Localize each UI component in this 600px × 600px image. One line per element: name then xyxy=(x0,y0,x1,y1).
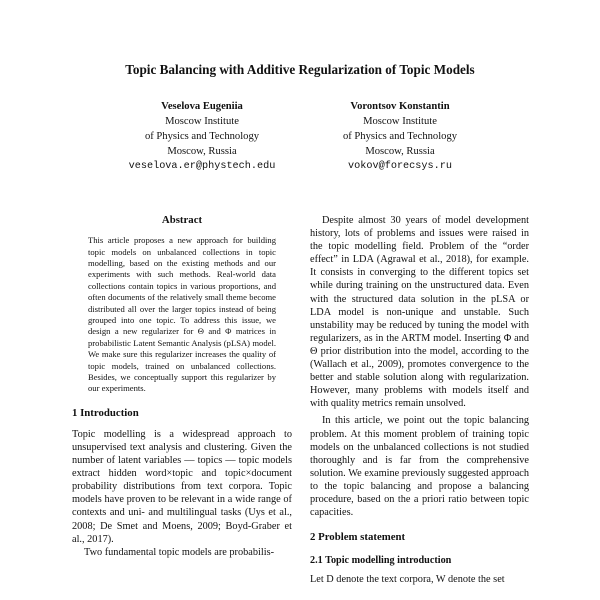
author-email: vokov@forecsys.ru xyxy=(348,161,452,172)
body-paragraph: Let D denote the text corpora, W denote the set xyxy=(310,574,505,586)
body-paragraph: In this article, we point out the topic balancing problem. At this moment problem of training topic models on the unbalanced collections is not studied thoroughly and is far from the comprehensive solution. We examine previously suggested approach to the topic balancing and propose a balancing procedure, based on the a priori ratio between topic capacities. xyxy=(310,415,529,519)
section-heading-introduction: 1 Introduction xyxy=(72,406,139,419)
subsection-heading: 2.1 Topic modelling introduction xyxy=(310,555,452,567)
body-paragraph: Despite almost 30 years of model development history, lots of problems and issues were raised in the topic modelling field. Problem of the “order effect” in LDA (Agrawal et al., 2018), for example. It consists in converging to the different topics set while during training on the unstructured data. Even with the structured data solution in the pLSA or LDA model is non-unique and unstable. Such unstability may be reduced by tuning the model with regularizers, as in the ARTM model. Inserting Φ and Θ prior distribution into the model, according to the (Wallach et al., 2009), promotes convergence to the better and stable solution along with regularization. However, many problems with models itself and with quality metrics remain unsolved. xyxy=(310,215,529,410)
section-heading-problem-statement: 2 Problem statement xyxy=(310,531,406,544)
author-name: Veselova Eugeniia xyxy=(161,101,243,112)
author-institution: Moscow Institute xyxy=(363,116,437,127)
author-institution: of Physics and Technology xyxy=(144,131,260,142)
author-email: veselova.er@phystech.edu xyxy=(128,161,276,172)
author-institution: Moscow Institute xyxy=(165,116,239,127)
intro-paragraph: Two fundamental topic models are probabilis- xyxy=(84,546,275,558)
author-institution: of Physics and Technology xyxy=(342,131,458,142)
intro-paragraph: Topic modelling is a widespread approach to unsupervised text analysis and clustering. Given the number of latent variables — topics — topic models extract hidden word×topic and topic×document probability distributions from text corpora. Topic models have proven to be relevant in a wide range of contexts and uni- and multilingual tasks (Uys et al., 2008; De Smet and Moens, 2009; Boyd-Graber et al., 2017). xyxy=(72,428,292,545)
abstract-text: This article proposes a new approach for building topic models on unbalanced collections in topic modelling, based on the existing methods and our experiments with such methods. Real-world data collections contain topics in various proportions, and often documents of the relatively small theme become distributed all over the larger topics instead of being grouped into one topic. To address this issue, we design a new regularizer for Θ and Φ matrices in probabilistic Latent Semantic Analysis (pLSA) model. We make sure this regularizer increases the quality of topic models, trained on unbalanced collections. Besides, we conceptually support this regularizer by our experiments. xyxy=(88,235,276,394)
author-block-2 xyxy=(290,99,510,174)
author-city: Moscow, Russia xyxy=(167,146,237,157)
paper-title: Topic Balancing with Additive Regularization of Topic Models xyxy=(125,62,475,77)
right-column xyxy=(310,214,529,586)
abstract-heading: Abstract xyxy=(161,214,203,226)
author-city: Moscow, Russia xyxy=(365,146,435,157)
author-block-1 xyxy=(92,99,312,174)
left-column xyxy=(72,214,292,559)
author-name: Vorontsov Konstantin xyxy=(350,101,450,112)
